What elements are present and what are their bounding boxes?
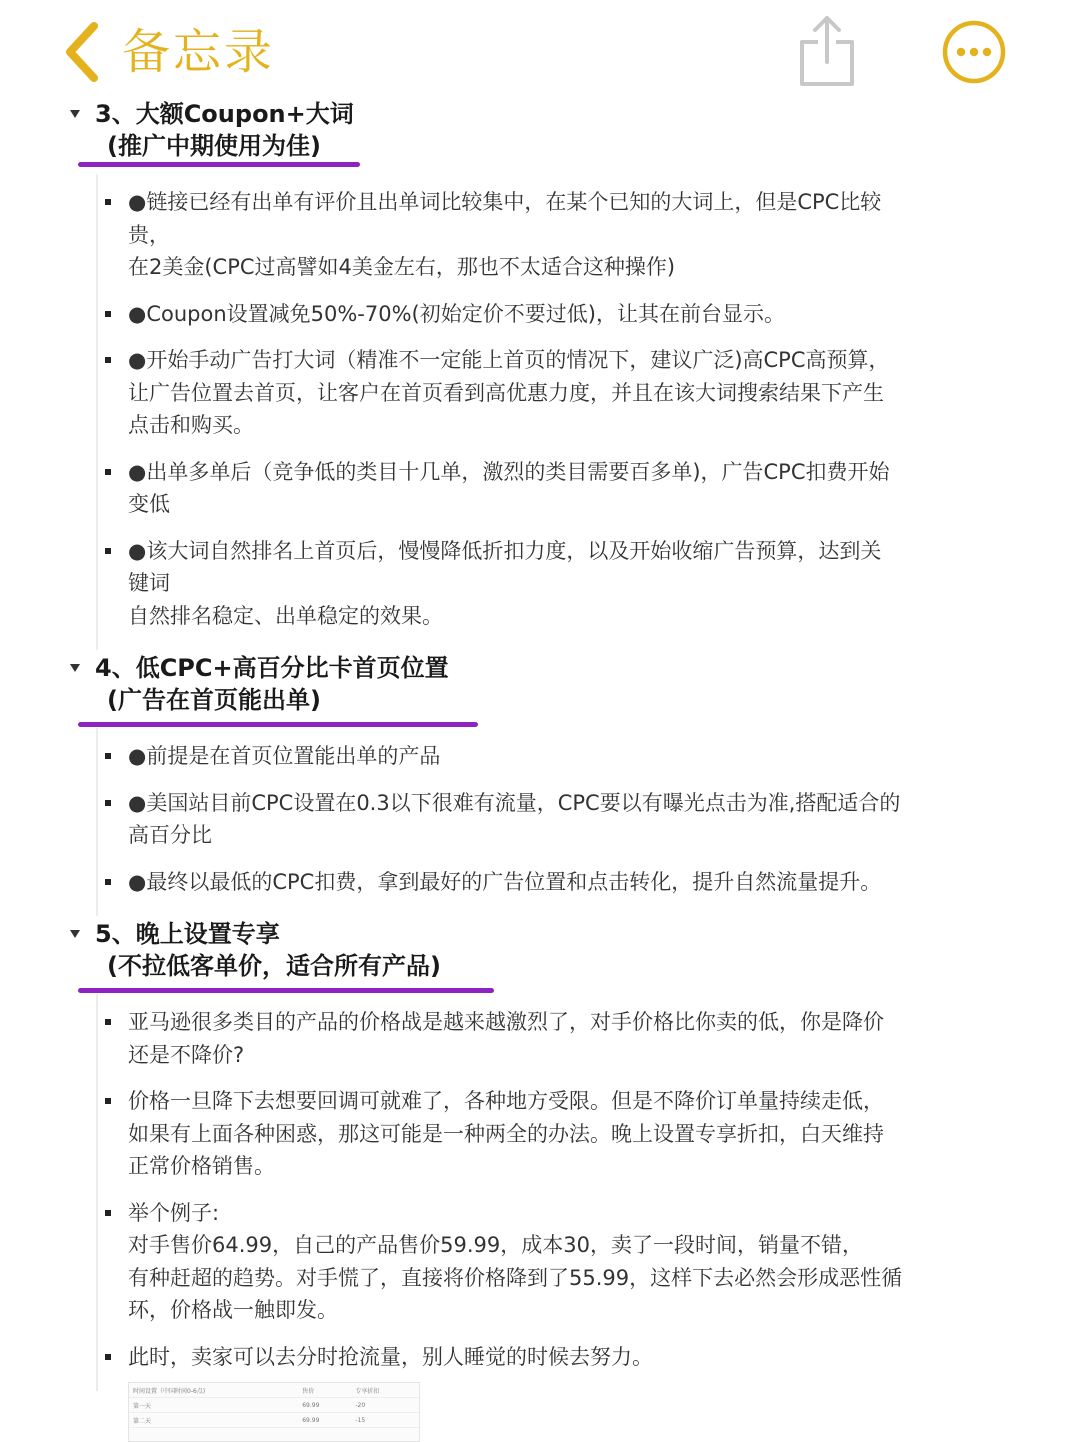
- collapse-caret-icon[interactable]: [70, 930, 80, 938]
- section-heading: [0, 98, 1080, 162]
- list-item: [98, 1197, 966, 1327]
- item-line: 有种赶超的趋势。对手慌了，直接将价格降到了55.99，这样下去必然会形成恶性循: [128, 1265, 903, 1290]
- list-item: [98, 787, 966, 852]
- item-line: 价格一旦降下去想要回调可就难了，各种地方受限。但是不降价订单量持续走低，: [128, 1089, 884, 1113]
- highlight-underline: [78, 988, 494, 993]
- section-title: 3、大额Coupon+大词: [95, 100, 354, 128]
- item-line: 亚马逊很多类目的产品的价格战是越来越激烈了，对手价格比你卖的低，你是降价: [128, 1010, 884, 1034]
- collapse-caret-icon[interactable]: [70, 664, 80, 672]
- item-line: 变低: [128, 492, 170, 516]
- list-item: [98, 1085, 966, 1183]
- item-line: 环，价格战一触即发。: [128, 1298, 338, 1322]
- section-title: 4、低CPC+高百分比卡首页位置: [95, 654, 449, 682]
- table-row: [129, 1398, 419, 1413]
- item-line: ●最终以最低的CPC扣费，拿到最好的广告位置和点击转化，提升自然流量提升。: [128, 869, 882, 894]
- chevron-left-icon: [58, 20, 106, 84]
- table-row: [129, 1413, 419, 1428]
- bullet-list: [96, 994, 1080, 1391]
- list-item: [98, 740, 966, 773]
- highlight-underline: [78, 722, 478, 727]
- table-row: [129, 1383, 419, 1398]
- item-line: ●该大词自然排名上首页后，慢慢降低折扣力度，以及开始收缩广告预算，达到关: [128, 538, 882, 563]
- more-ellipsis-icon: [940, 18, 1008, 86]
- item-line: 如果有上面各种困惑，那这可能是一种两全的办法。晚上设置专享折扣，白天维持: [128, 1121, 884, 1146]
- table-cell: 第二天: [129, 1413, 298, 1428]
- section-subtitle: (不拉低客单价，适合所有产品): [107, 952, 441, 980]
- note-section: [0, 918, 1080, 1391]
- table-cell: 69.99: [298, 1413, 351, 1428]
- item-line: ●出单多单后（竞争低的类目十几单，激烈的类目需要百多单)，广告CPC扣费开始: [128, 459, 890, 484]
- top-navigation-bar: [0, 0, 1080, 96]
- section-heading: [0, 918, 1080, 982]
- item-line: 对手售价64.99，自己的产品售价59.99，成本30，卖了一段时间，销量不错，: [128, 1233, 863, 1257]
- list-item: [98, 1006, 966, 1071]
- table-cell: 时间设置（中国时间0-6点): [129, 1383, 298, 1398]
- item-line: 此时，卖家可以去分时抢流量，别人睡觉的时候去努力。: [128, 1344, 653, 1369]
- collapse-caret-icon[interactable]: [70, 110, 80, 118]
- highlight-underline: [78, 162, 360, 167]
- table-cell: 售价: [298, 1383, 351, 1398]
- item-line: ●Coupon设置减免50%-70%(初始定价不要过低)，让其在前台显示。: [128, 301, 785, 326]
- item-line: 在2美金(CPC过高譬如4美金左右，那也不太适合这种操作): [128, 255, 676, 279]
- section-heading: [0, 652, 1080, 716]
- item-line: 键词: [128, 571, 170, 595]
- share-button[interactable]: [796, 12, 858, 88]
- section-title: 5、晚上设置专享: [95, 920, 280, 948]
- item-line: 贵，: [128, 222, 170, 247]
- item-line: ●美国站目前CPC设置在0.3以下很难有流量，CPC要以有曝光点击为准,搭配适合的: [128, 790, 901, 815]
- list-item: [98, 298, 966, 331]
- list-item: [98, 186, 966, 284]
- table-cell: -20: [351, 1398, 419, 1413]
- item-line: ●链接已经有出单有评价且出单词比较集中，在某个已知的大词上，但是CPC比较: [128, 190, 882, 214]
- table-image-preview[interactable]: [128, 1382, 420, 1442]
- section-subtitle: (广告在首页能出单): [107, 686, 321, 714]
- list-item: [98, 535, 966, 633]
- back-title[interactable]: 备忘录: [122, 24, 276, 80]
- list-item: [98, 1341, 966, 1374]
- item-line: ●前提是在首页位置能出单的产品: [128, 744, 441, 768]
- item-line: 举个例子:: [128, 1200, 220, 1225]
- note-body[interactable]: [0, 98, 1080, 1391]
- item-line: 高百分比: [128, 823, 212, 847]
- share-icon: [796, 12, 858, 88]
- list-item: [98, 344, 966, 442]
- table-cell: 专享折扣: [351, 1383, 419, 1398]
- note-section: [0, 98, 1080, 650]
- table-cell: -15: [351, 1413, 419, 1428]
- list-item: [98, 456, 966, 521]
- item-line: 正常价格销售。: [128, 1154, 275, 1178]
- item-line: 自然排名稳定、出单稳定的效果。: [128, 603, 443, 628]
- back-button[interactable]: [58, 20, 106, 84]
- item-line: 让广告位置去首页，让客户在首页看到高优惠力度，并且在该大词搜索结果下产生: [128, 380, 884, 405]
- table-cell: 第一天: [129, 1398, 298, 1413]
- item-line: 还是不降价?: [128, 1042, 245, 1067]
- more-button[interactable]: [940, 18, 1008, 86]
- list-item: [98, 866, 966, 899]
- item-line: 点击和购买。: [128, 413, 254, 437]
- bullet-list: [96, 174, 1080, 650]
- price-table: [129, 1383, 419, 1428]
- bullet-list: [96, 728, 1080, 916]
- table-cell: 69.99: [298, 1398, 351, 1413]
- item-line: ●开始手动广告打大词（精准不一定能上首页的情况下，建议广泛)高CPC高预算，: [128, 348, 890, 372]
- note-section: [0, 652, 1080, 916]
- section-subtitle: (推广中期使用为佳): [107, 132, 321, 160]
